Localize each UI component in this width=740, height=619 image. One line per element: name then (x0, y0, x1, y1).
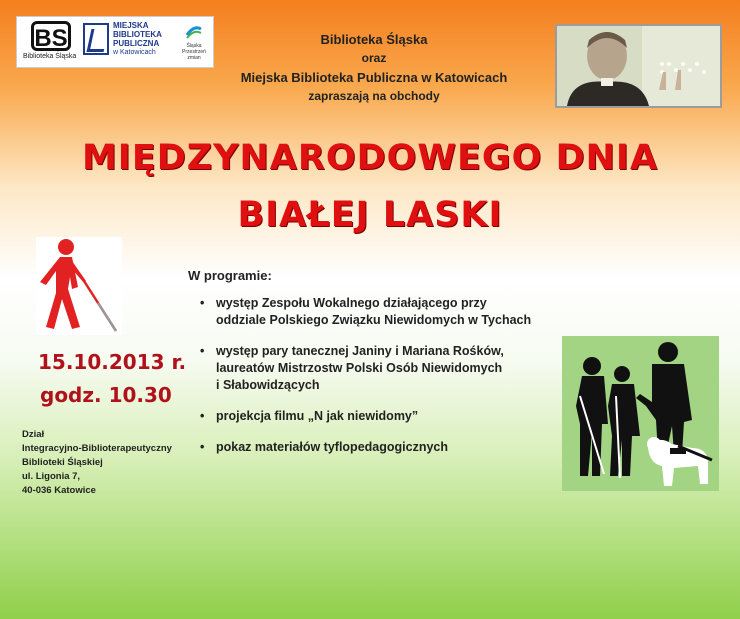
program-list (200, 295, 560, 470)
bs-logo-mark: BS (31, 21, 71, 51)
mbp-logo-text: MIEJSKA BIBLIOTEKA PUBLICZNA w Katowicach (113, 21, 162, 56)
portrait-icon (557, 26, 720, 106)
mbp-katowice-logo (83, 21, 175, 63)
header-line-2: oraz (361, 51, 387, 65)
program-heading: W programie: (188, 268, 272, 283)
event-time: godz. 10.30 (40, 383, 172, 407)
program-item: • występ pary tanecznej Janiny i Mariana Rośków, laureatów Mistrzostw Polski Osób Niewidomych i Słabowidzących (200, 344, 504, 392)
slaska-logo-mark-icon (185, 23, 203, 41)
header-line-4: zapraszają na obchody (308, 89, 440, 103)
logos-box (16, 16, 214, 68)
blind-people-with-guide-dog-illustration (562, 336, 719, 491)
program-item: • występ Zespołu Wokalnego działającego przy oddziale Polskiego Związku Niewidomych w Tychach (200, 296, 532, 327)
event-date: 15.10.2013 r. (38, 350, 187, 374)
organizer-address: Dział Integracyjno-Biblioterapeutyczny Biblioteki Śląskiej ul. Ligonia 7, 40-036 Katowice (22, 429, 172, 496)
bullet-icon: • (200, 344, 205, 358)
louis-braille-portrait (555, 24, 722, 108)
bullet-icon: • (200, 440, 205, 454)
slaska-logo (179, 23, 209, 63)
white-cane-person-icon (36, 237, 122, 335)
slaska-logo-caption: Śląska Przestrzeń zmian (182, 43, 206, 61)
event-title-line-2: BIAŁEJ LASKI (237, 195, 503, 235)
program-item: • projekcja filmu „N jak niewidomy” (200, 409, 419, 423)
mbp-logo-mark (83, 23, 109, 55)
bs-logo-caption: Biblioteka Śląska (23, 53, 77, 60)
biblioteka-slaska-logo (23, 21, 81, 63)
header-line-1: Biblioteka Śląska (320, 32, 428, 47)
bullet-icon: • (200, 409, 205, 423)
header-line-3: Miejska Biblioteka Publiczna w Katowicach (240, 70, 508, 85)
invitation-header (220, 30, 528, 106)
event-title-line-1: MIĘDZYNARODOWEGO DNIA (81, 138, 659, 178)
program-item: • pokaz materiałów tyflopedagogicznych (200, 440, 448, 454)
bullet-icon: • (200, 296, 205, 310)
